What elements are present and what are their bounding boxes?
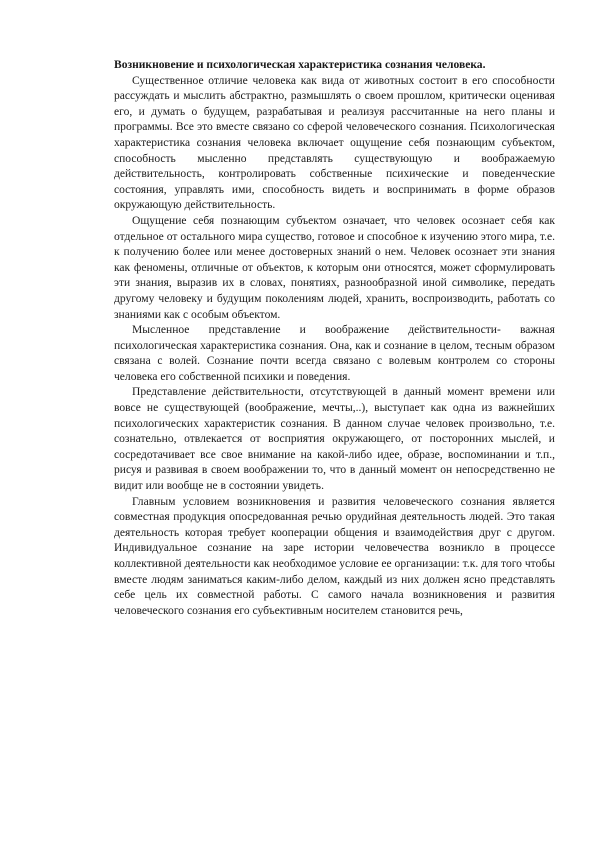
document-title: Возникновение и психологическая характеристика сознания человека. [114,59,486,71]
paragraph-4: Представление действительности, отсутствующей в данный момент времени или вовсе не существующей (воображение, мечты,..), выступает как одна из важнейших психологических характеристик сознания. В данном случае человек произвольно, т.е. сознательно, отвлекается от восприятия окружающего, от посторонних мыслей, и сосредотачивает все свое внимание на какой-либо идее, образе, воспоминании и т.п., рисуя и развивая в своем воображении то, что в данный момент он непосредственно не видит или вообще не в состоянии увидеть. [114,386,555,493]
paragraph-5: Главным условием возникновения и развития человеческого сознания является совместная продукция опосредованная речью орудийная деятельность людей. Это такая деятельность которая требует кооперации общения и взаимодействия друг с другом. Индивидуальное сознание на заре истории человечества возникло в процессе коллективной деятельности как необходимое условие ее организации: т.к. для того чтобы вместе людям заниматься каким-либо делом, каждый из них должен ясно представлять себе цель их совместной работы. С самого начала возникновения и развития человеческого сознания его субъективным носителем становится речь, [114,495,555,617]
paragraph-1: Существенное отличие человека как вида от животных состоит в его способности рассуждать и мыслить абстрактно, размышлять о своем прошлом, критически оценивая его, и думать о будущем, разрабатывая и реализуя рассчитанные на него планы и программы. Все это вместе связано со сферой человеческого сознания. Психологическая характеристика сознания человека включает ощущение себя познающим субъектом, способность мысленно представлять существующую и воображаемую действительность, контролировать собственные психические и поведенческие состояния, управлять ими, способность видеть и воспринимать в форме образов окружающую действительность. [114,74,555,212]
paragraph-2: Ощущение себя познающим субъектом означает, что человек осознает себя как отдельное от остального мира существо, готовое и способное к изучению этого мира, т.е. к получению более или менее достоверных знаний о нем. Человек осознает эти знания как феномены, отличные от объектов, к которым они относятся, может сформулировать эти знания, выразив их в словах, понятиях, разнообразной иной символике, передать другому человеку и будущим поколениям людей, хранить, воспроизводить, работать со знаниями как с особым объектом. [114,214,555,321]
paragraph-3: Мысленное представление и воображение действительности- важная психологическая характеристика сознания. Она, как и сознание в целом, тесным образом связана с волей. Сознание почти всегда связано с волевым контролем со стороны человека его собственной психики и поведения. [114,324,555,383]
